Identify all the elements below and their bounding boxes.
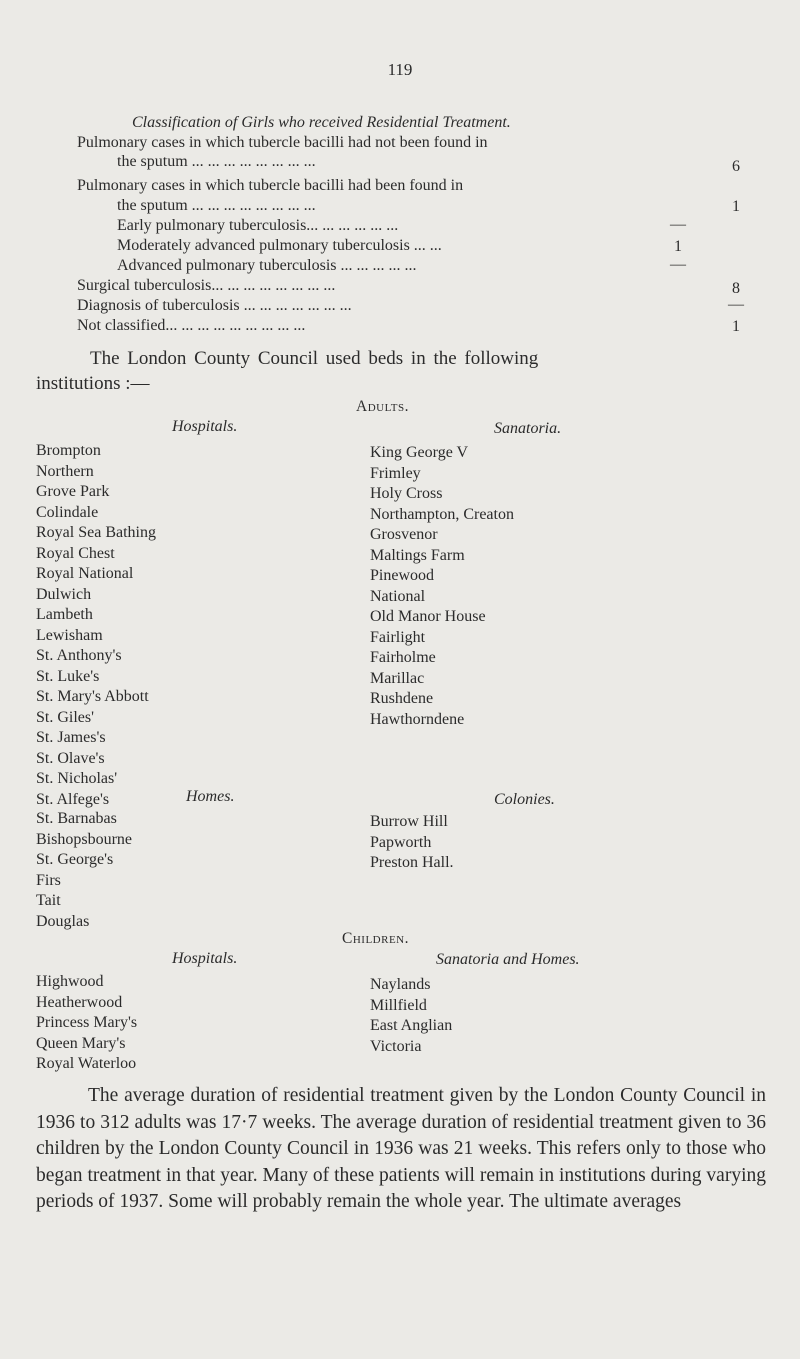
classification-value-not-classified: 1 bbox=[732, 318, 740, 335]
list-item: Lewisham bbox=[36, 626, 103, 644]
list-item: Lambeth bbox=[36, 606, 93, 623]
list-item: National bbox=[370, 587, 426, 605]
children-heading: Children. bbox=[342, 930, 409, 947]
intro-line-1: The London County Council used beds in the following bbox=[90, 348, 539, 369]
classification-row-diagnosis: Diagnosis of tuberculosis ... ... ... ... ... ... ... bbox=[77, 297, 352, 314]
classification-row-2-line2: the sputum ... ... ... ... ... ... ... ... bbox=[117, 197, 316, 214]
list-item: St. Barnabas bbox=[36, 810, 117, 827]
list-item: Princess Mary's bbox=[36, 1014, 138, 1031]
list-item: St. Nicholas' bbox=[36, 770, 118, 787]
classification-row-not-classified: Not classified... ... ... ... ... ... ... ... ... bbox=[77, 317, 306, 334]
classification-value-1: 6 bbox=[732, 158, 740, 175]
list-item: King George V bbox=[370, 444, 469, 461]
list-item: Royal National bbox=[36, 565, 134, 582]
adults-hospitals-heading: Hospitals. bbox=[172, 418, 238, 435]
list-item: Papworth bbox=[370, 833, 432, 851]
children-sanatoria-heading: Sanatoria and Homes. bbox=[436, 951, 580, 968]
classification-row-surgical: Surgical tuberculosis... ... ... ... ... ... ... ... bbox=[77, 277, 336, 294]
children-hospitals-list bbox=[36, 972, 137, 1075]
adults-sanatoria-list bbox=[370, 443, 514, 730]
list-item: Grosvenor bbox=[370, 526, 438, 543]
classification-value-diagnosis: — bbox=[728, 296, 744, 313]
list-item: Brompton bbox=[36, 442, 101, 459]
list-item: St. Luke's bbox=[36, 667, 100, 685]
list-item: Colindale bbox=[36, 503, 99, 521]
adults-colonies-heading: Colonies. bbox=[494, 791, 555, 808]
classification-row-1-line1: Pulmonary cases in which tubercle bacilli had not been found in bbox=[77, 134, 488, 151]
closing-paragraph: The average duration of residential treatment given by the London County Council in 1936 to 312 adults was 17·7 weeks. The average duration of residential treatment given to 36 children by the London County Council in 1936 was 21 weeks. This refers only to those who began treatment in that year. Many of these patients will remain in institutions during varying periods of 1937. Some will probably remain the whole year. The ultimate averages bbox=[36, 1085, 766, 1212]
list-item: Maltings Farm bbox=[370, 546, 465, 564]
page-number: 119 bbox=[387, 60, 413, 79]
list-item: Royal Sea Bathing bbox=[36, 524, 156, 541]
list-item: Holy Cross bbox=[370, 485, 443, 502]
list-item: Fairholme bbox=[370, 649, 436, 666]
classification-row-2-line1: Pulmonary cases in which tubercle bacilli had been found in bbox=[77, 177, 464, 194]
list-item: St. Olave's bbox=[36, 749, 105, 767]
list-item: St. Alfege's bbox=[36, 790, 110, 808]
children-sanatoria-list bbox=[370, 975, 452, 1057]
list-item: Bishopsbourne bbox=[36, 830, 132, 848]
classification-row-early: Early pulmonary tuberculosis... ... ... ... ... ... bbox=[117, 217, 399, 234]
classification-row-moderate: Moderately advanced pulmonary tuberculosis ... ... bbox=[117, 237, 442, 254]
list-item: Highwood bbox=[36, 973, 104, 990]
list-item: Hawthorndene bbox=[370, 710, 465, 728]
classification-subvalue-advanced: — bbox=[670, 256, 686, 273]
list-item: St. James's bbox=[36, 729, 106, 746]
list-item: Royal Waterloo bbox=[36, 1055, 137, 1072]
list-item: Frimley bbox=[370, 464, 421, 482]
list-item: Naylands bbox=[370, 976, 431, 993]
list-item: St. Anthony's bbox=[36, 647, 122, 664]
list-item: Heatherwood bbox=[36, 993, 123, 1011]
list-item: East Anglian bbox=[370, 1017, 453, 1034]
list-item: St. Mary's Abbott bbox=[36, 688, 149, 705]
adults-homes-heading: Homes. bbox=[186, 788, 235, 805]
list-item: Grove Park bbox=[36, 483, 110, 500]
list-item: Preston Hall. bbox=[370, 854, 454, 871]
classification-subvalue-early: — bbox=[670, 216, 686, 233]
list-item: Fairlight bbox=[370, 628, 426, 646]
list-item: Rushdene bbox=[370, 690, 434, 707]
list-item: Victoria bbox=[370, 1037, 422, 1055]
list-item: Millfield bbox=[370, 996, 427, 1014]
list-item: Firs bbox=[36, 871, 61, 889]
list-item: St. George's bbox=[36, 851, 114, 868]
classification-subvalue-moderate: 1 bbox=[674, 238, 682, 255]
classification-value-surgical: 8 bbox=[732, 280, 740, 297]
list-item: Marillac bbox=[370, 669, 425, 687]
adults-colonies-list bbox=[370, 812, 454, 874]
list-item: St. Giles' bbox=[36, 708, 94, 726]
list-item: Northern bbox=[36, 462, 94, 480]
classification-title: Classification of Girls who received Residential Treatment. bbox=[132, 114, 511, 131]
list-item: Dulwich bbox=[36, 585, 92, 603]
adults-homes-list bbox=[36, 809, 132, 932]
classification-row-1-line2: the sputum ... ... ... ... ... ... ... ... bbox=[117, 153, 316, 170]
adults-hospitals-list bbox=[36, 441, 156, 810]
children-hospitals-heading: Hospitals. bbox=[172, 950, 238, 967]
list-item: Burrow Hill bbox=[370, 813, 448, 830]
list-item: Old Manor House bbox=[370, 608, 486, 625]
list-item: Pinewood bbox=[370, 567, 434, 584]
intro-line-2: institutions :— bbox=[36, 373, 150, 394]
adults-heading: Adults. bbox=[356, 398, 410, 415]
adults-sanatoria-heading: Sanatoria. bbox=[494, 420, 562, 437]
list-item: Queen Mary's bbox=[36, 1034, 126, 1052]
list-item: Northampton, Creaton bbox=[370, 505, 514, 523]
list-item: Tait bbox=[36, 892, 61, 909]
classification-row-advanced: Advanced pulmonary tuberculosis ... ... ... ... ... bbox=[117, 257, 417, 274]
list-item: Douglas bbox=[36, 912, 90, 930]
list-item: Royal Chest bbox=[36, 544, 115, 562]
classification-value-2: 1 bbox=[732, 198, 740, 215]
